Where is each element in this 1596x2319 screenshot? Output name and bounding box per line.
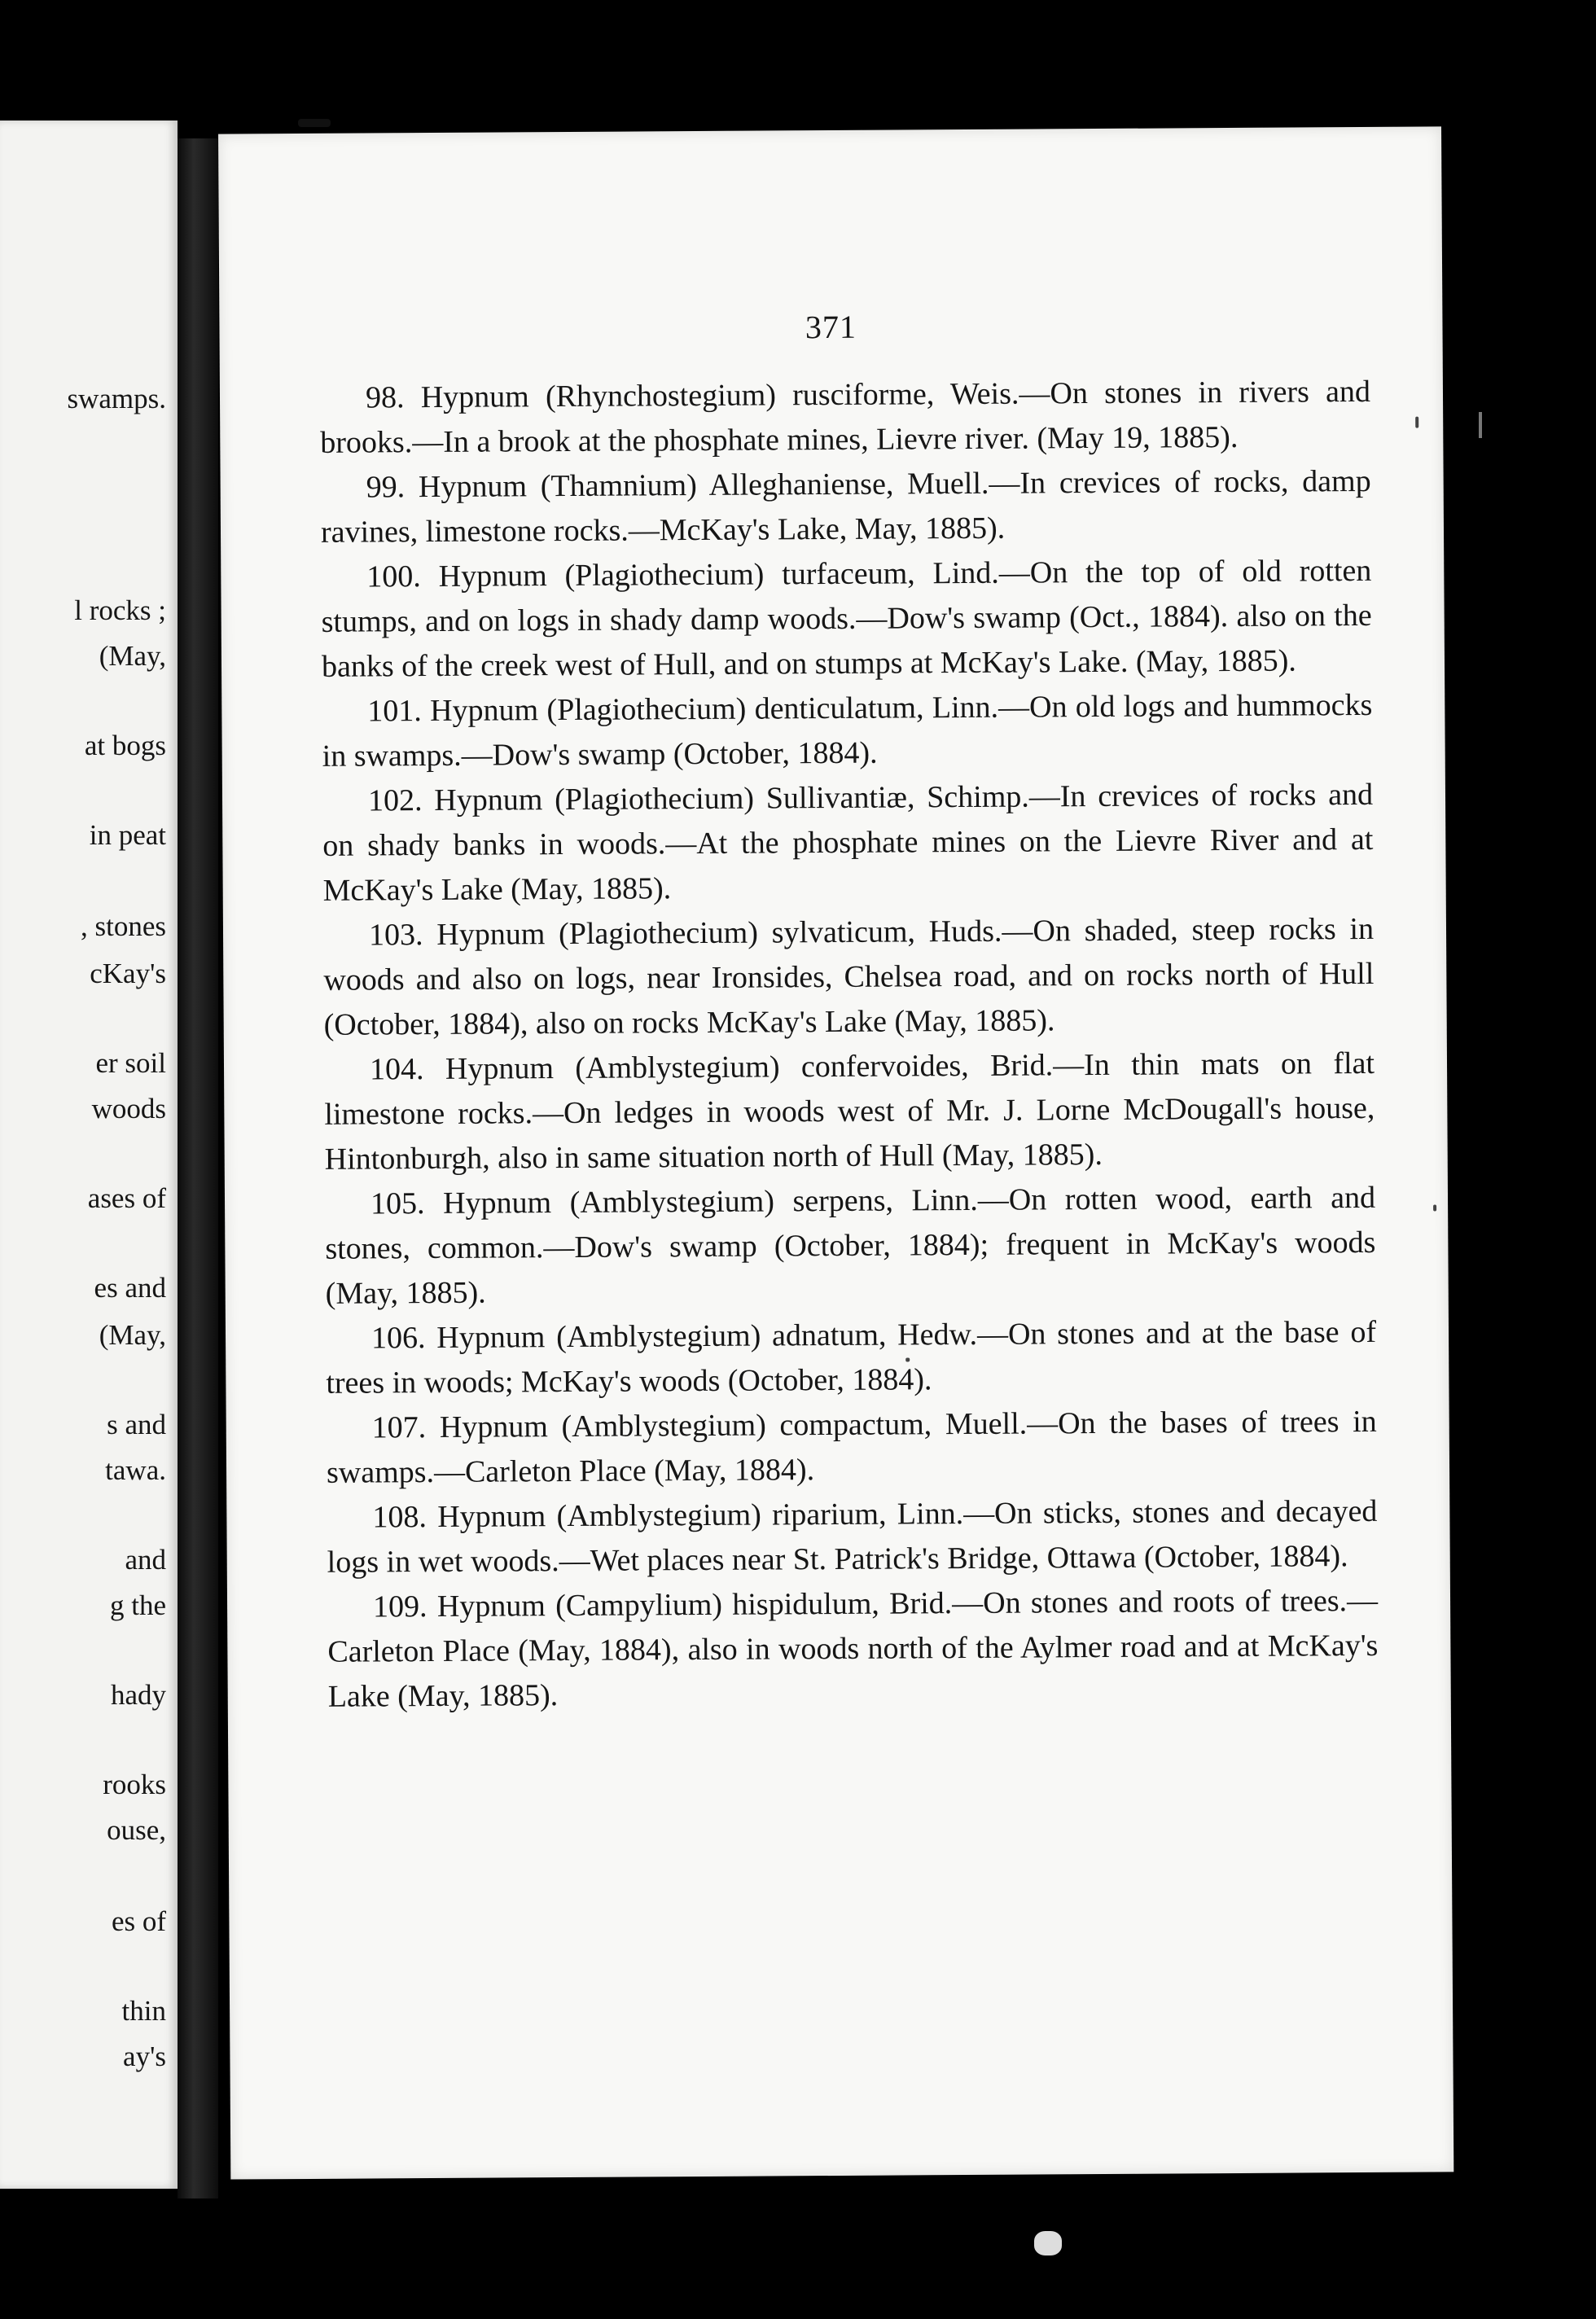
left-page-line: ouse, [107, 1814, 166, 1846]
left-page-line: woods [91, 1093, 166, 1124]
document-page [218, 126, 1454, 2179]
species-entry: 105. Hypnum (Amblystegium) serpens, Linn.—On rotten wood, earth and stones, common.—Dow's swamp (October, 1884); frequent in McKay's woods (May, 1885). [325, 1180, 1376, 1311]
left-page-line: , stones [81, 910, 166, 942]
left-page-line: ay's [123, 2041, 166, 2072]
left-page-line: l rocks ; [74, 594, 166, 626]
species-entry: 104. Hypnum (Amblystegium) confervoides, Brid.—In thin mats on flat limestone rocks.—On ledges in woods west of Mr. J. Lorne McDougall's house, Hintonburgh, also in same situation north of Hull (May, 1885). [324, 1046, 1375, 1177]
left-page-line: cKay's [90, 958, 166, 989]
left-page-line: es and [94, 1272, 166, 1304]
scan-speck [1415, 417, 1418, 428]
scan-speck [905, 1357, 910, 1361]
species-list [320, 370, 1379, 1720]
left-page-line: s and [107, 1409, 166, 1440]
species-entry: 102. Hypnum (Plagiothecium) Sullivantiæ, Schimp.—In crevices of rocks and on shady banks in woods.—At the phosphate mines on the Lievre River and at McKay's Lake (May, 1885). [322, 777, 1374, 908]
species-entry: 103. Hypnum (Plagiothecium) sylvaticum, Huds.—On shaded, steep rocks in woods and also on logs, near Ironsides, Chelsea road, and on rocks north of Hull (October, 1884), also on rocks McKay's Lake (May, 1885). [323, 911, 1375, 1042]
species-entry: 100. Hypnum (Plagiothecium) turfaceum, Lind.—On the top of old rotten stumps, and on logs in shady damp woods.—Dow's swamp (Oct., 1884). also on the banks of the creek west of Hull, and on stumps at McKay's Lake. (May, 1885). [321, 553, 1372, 684]
left-page-line: rooks [103, 1769, 166, 1800]
left-page-line: es of [111, 1905, 166, 1937]
left-page-line: in peat [89, 819, 166, 851]
page-gutter [178, 138, 218, 2198]
scan-speck [1433, 1204, 1436, 1211]
scan-artifact [298, 119, 331, 127]
previous-page-fragment [0, 121, 178, 2189]
species-entry: 101. Hypnum (Plagiothecium) denticulatum, Linn.—On old logs and hummocks in swamps.—Dow's swamp (October, 1884). [322, 687, 1373, 774]
species-entry: 98. Hypnum (Rhynchostegium) rusciforme, Weis.—On stones in rivers and brooks.—In a brook at the phosphate mines, Lievre river. (May 19, 1885). [320, 374, 1371, 460]
left-page-line: g the [109, 1589, 166, 1621]
scan-artifact [1034, 2231, 1062, 2255]
left-page-line: hady [110, 1679, 166, 1711]
page-number: 371 [805, 308, 857, 346]
species-entry: 108. Hypnum (Amblystegium) riparium, Linn.—On sticks, stones and decayed logs in wet woods.—Wet places near St. Patrick's Bridge, Ottawa (October, 1884). [327, 1493, 1378, 1580]
left-page-line: tawa. [105, 1454, 166, 1486]
species-entry: 106. Hypnum (Amblystegium) adnatum, Hedw.—On stones and at the base of trees in woods; McKay's woods (October, 1884). [326, 1314, 1377, 1401]
left-page-line: er soil [95, 1047, 166, 1079]
left-page-line: (May, [99, 1319, 166, 1351]
left-page-line: ases of [87, 1182, 166, 1214]
species-entry: 99. Hypnum (Thamnium) Alleghaniense, Muell.—In crevices of rocks, damp ravines, limestone rocks.—McKay's Lake, May, 1885). [320, 463, 1371, 550]
left-page-line: and [125, 1544, 166, 1576]
species-entry: 107. Hypnum (Amblystegium) compactum, Muell.—On the bases of trees in swamps.—Carleton Place (May, 1884). [326, 1404, 1377, 1490]
left-page-line: at bogs [84, 730, 166, 761]
left-page-line: thin [121, 1995, 166, 2027]
scan-artifact [1479, 412, 1482, 438]
left-page-line: swamps. [67, 383, 166, 414]
left-page-line: (May, [99, 640, 166, 672]
species-entry: 109. Hypnum (Campylium) hispidulum, Brid.—On stones and roots of trees.—Carleton Place (May, 1884), also in woods north of the Aylmer road and at McKay's Lake (May, 1885). [327, 1583, 1379, 1714]
